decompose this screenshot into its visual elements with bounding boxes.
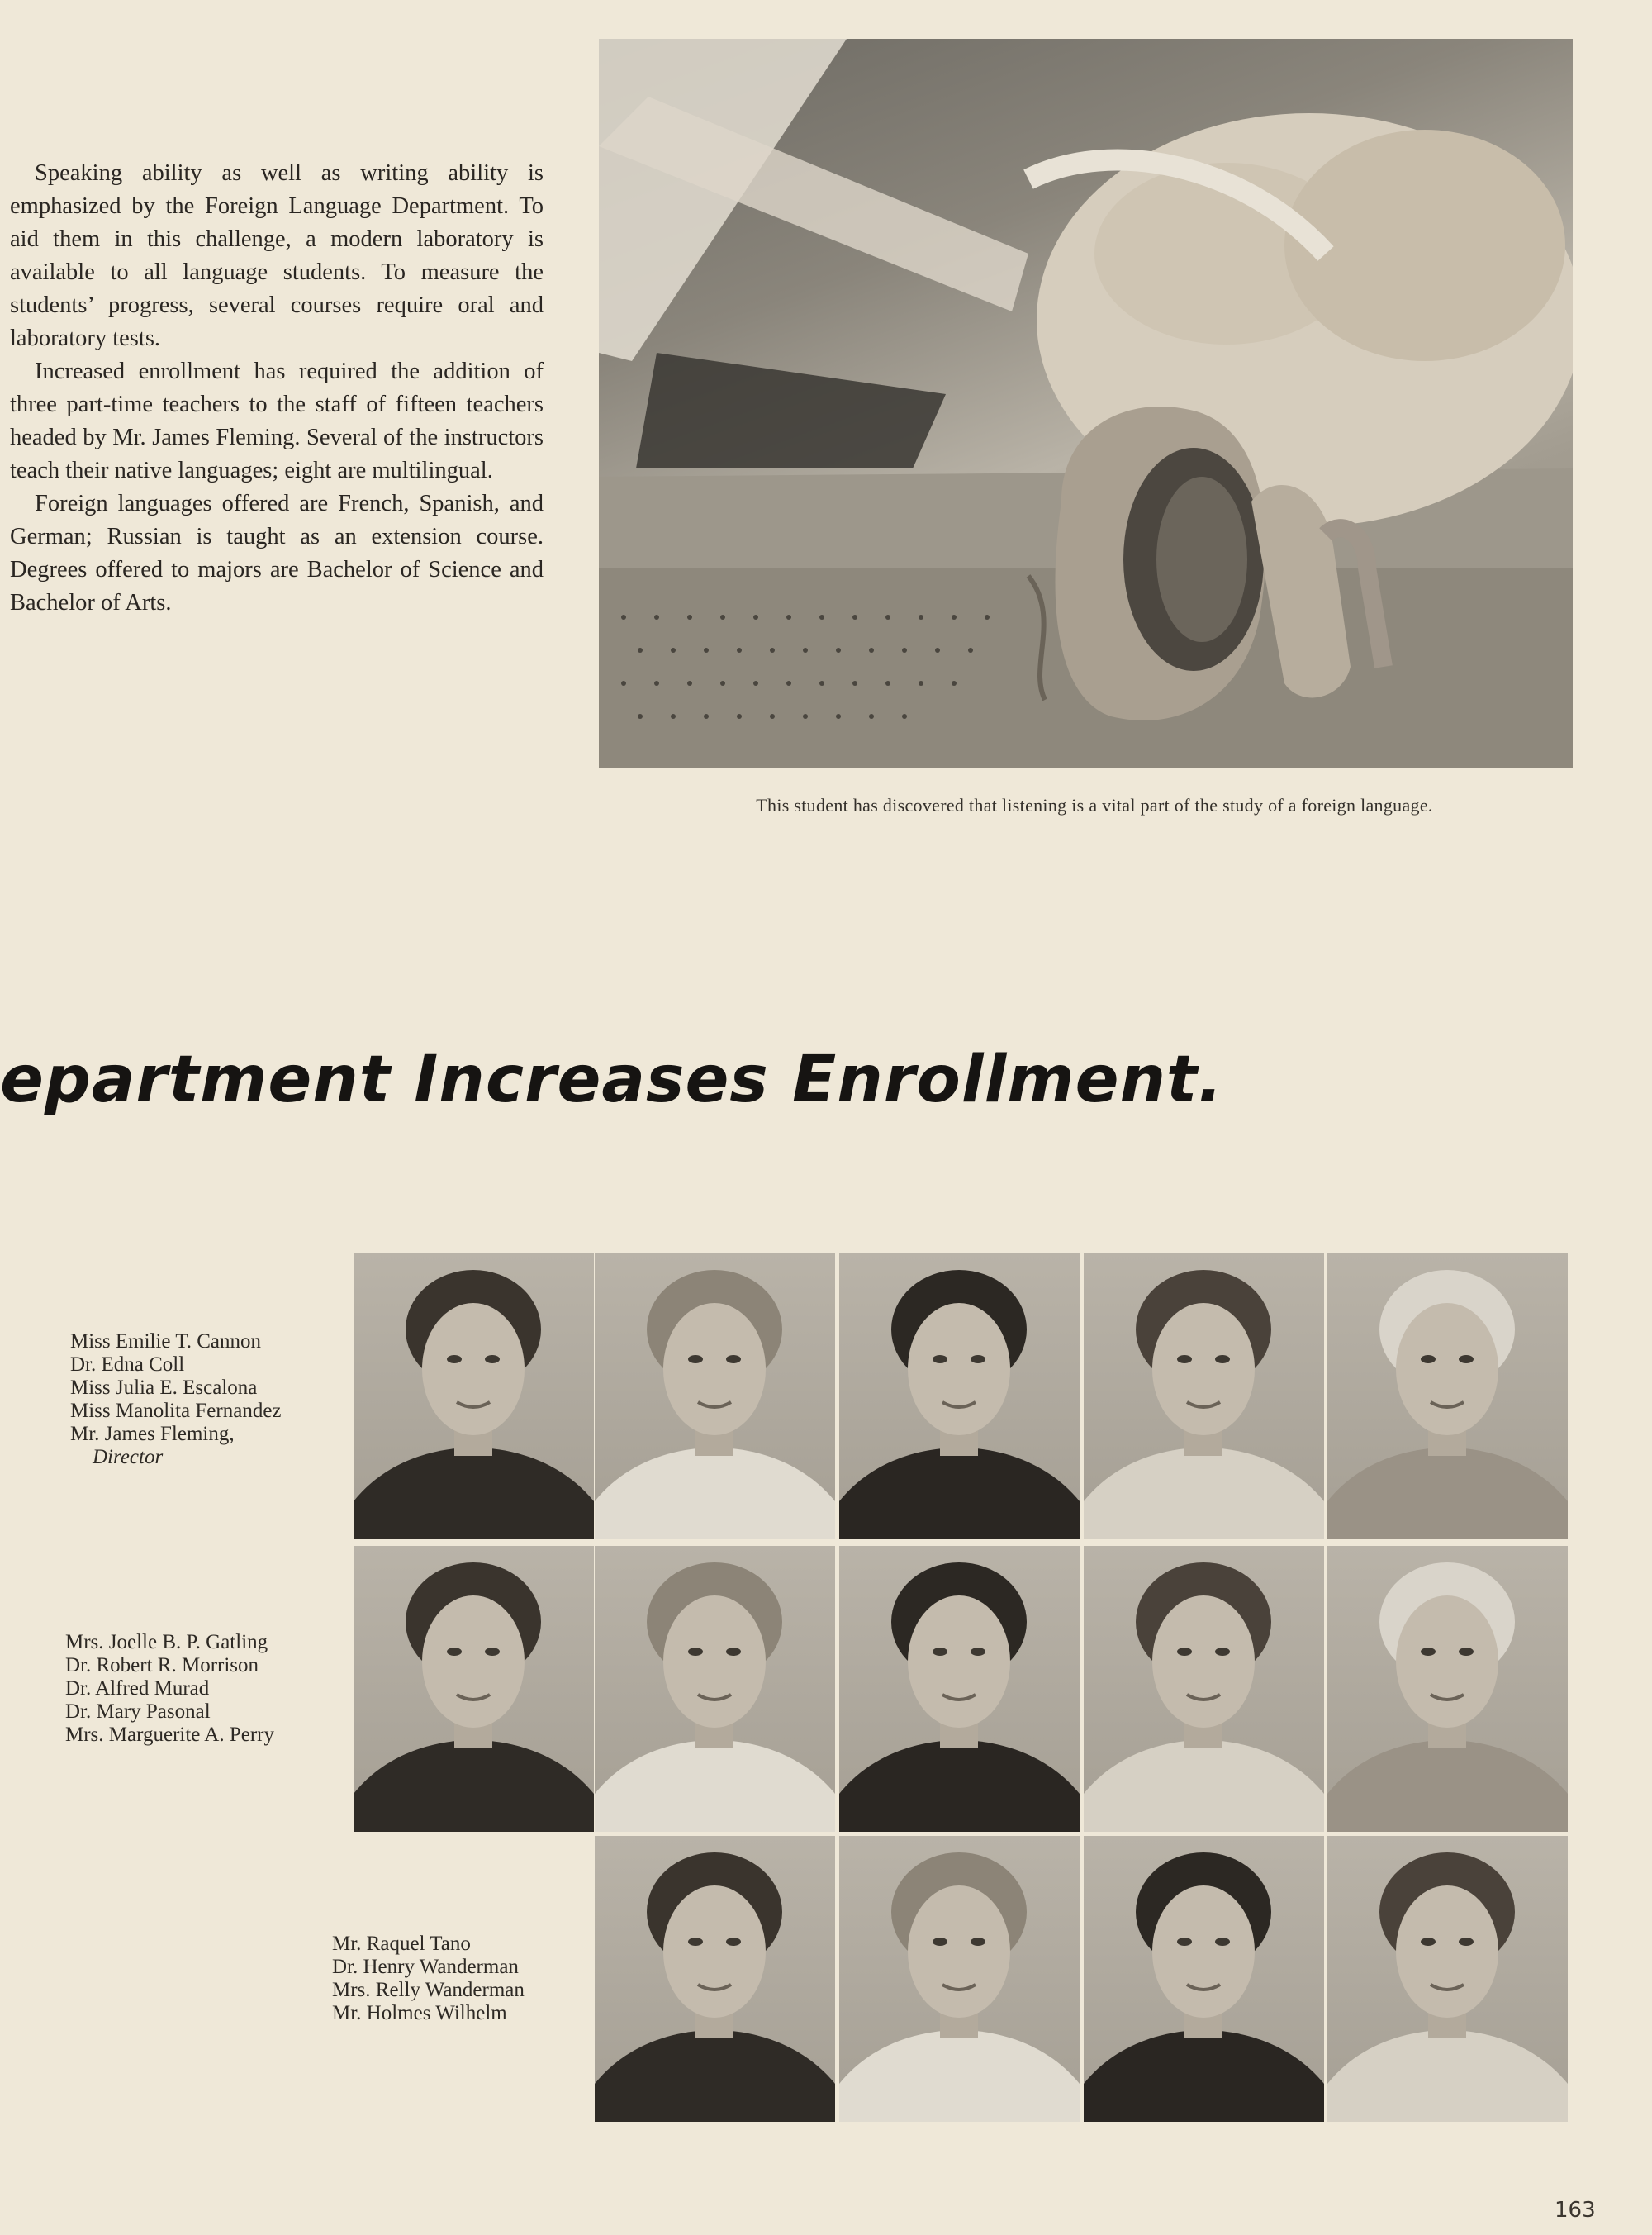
faculty-name: Miss Emilie T. Cannon [70, 1330, 262, 1353]
faculty-name: Mrs. Marguerite A. Perry [65, 1724, 274, 1746]
faculty-portrait [595, 1546, 835, 1832]
faculty-portrait [1327, 1546, 1568, 1832]
faculty-name: Mr. Holmes Wilhelm [332, 2002, 507, 2024]
faculty-names-row-2 [65, 1631, 274, 1747]
faculty-name: Dr. Robert R. Morrison [65, 1654, 259, 1676]
faculty-name: Dr. Alfred Murad [65, 1677, 210, 1700]
faculty-portrait [354, 1546, 594, 1832]
page-headline: epartment Increases Enrollment. [0, 1043, 1223, 1117]
faculty-name: Dr. Mary Pasonal [65, 1700, 211, 1723]
faculty-name: Miss Julia E. Escalona [70, 1377, 258, 1399]
faculty-names-row-1 [70, 1330, 282, 1469]
faculty-name: Mrs. Joelle B. P. Gatling [65, 1631, 268, 1653]
intro-text [10, 157, 544, 620]
intro-paragraph-2: Increased enrollment has required the addition of three part-time teachers to the staff of fifteen teachers headed by Mr. James Fleming. Several of the instructors teach their native languages; eight are multilingual. [10, 359, 544, 483]
page-number: 163 [1555, 2198, 1596, 2223]
faculty-portrait [839, 1836, 1080, 2122]
faculty-name: Dr. Henry Wanderman [332, 1956, 519, 1978]
faculty-portrait [595, 1253, 835, 1539]
faculty-name: Miss Manolita Fernandez [70, 1400, 282, 1422]
faculty-portrait [595, 1836, 835, 2122]
faculty-portrait [839, 1253, 1080, 1539]
photo-caption: This student has discovered that listening is a vital part of the study of a foreign language. [756, 795, 1433, 816]
faculty-portrait [1084, 1253, 1324, 1539]
faculty-name: Dr. Edna Coll [70, 1353, 185, 1376]
faculty-name: Mr. Raquel Tano [332, 1933, 471, 1955]
faculty-name: Mrs. Relly Wanderman [332, 1979, 525, 2001]
intro-paragraph-3: Foreign languages offered are French, Spanish, and German; Russian is taught as an extension course. Degrees offered to majors are Bachelor of Science and Bachelor of Arts. [10, 491, 544, 616]
faculty-names-row-3 [332, 1933, 525, 2025]
faculty-portrait [1327, 1253, 1568, 1539]
faculty-portrait [1084, 1836, 1324, 2122]
faculty-portrait [839, 1546, 1080, 1832]
student-headphones-photo [599, 39, 1573, 768]
faculty-name: Mr. James Fleming, [70, 1423, 235, 1445]
faculty-portrait [1327, 1836, 1568, 2122]
faculty-portrait [354, 1253, 594, 1539]
faculty-title-note: Director [93, 1446, 164, 1468]
faculty-portrait [1084, 1546, 1324, 1832]
intro-paragraph-1: Speaking ability as well as writing ability is emphasized by the Foreign Language Department. To aid them in this challenge, a modern laboratory is available to all language students. To measure the students’ progress, several courses require oral and laboratory tests. [10, 160, 544, 351]
